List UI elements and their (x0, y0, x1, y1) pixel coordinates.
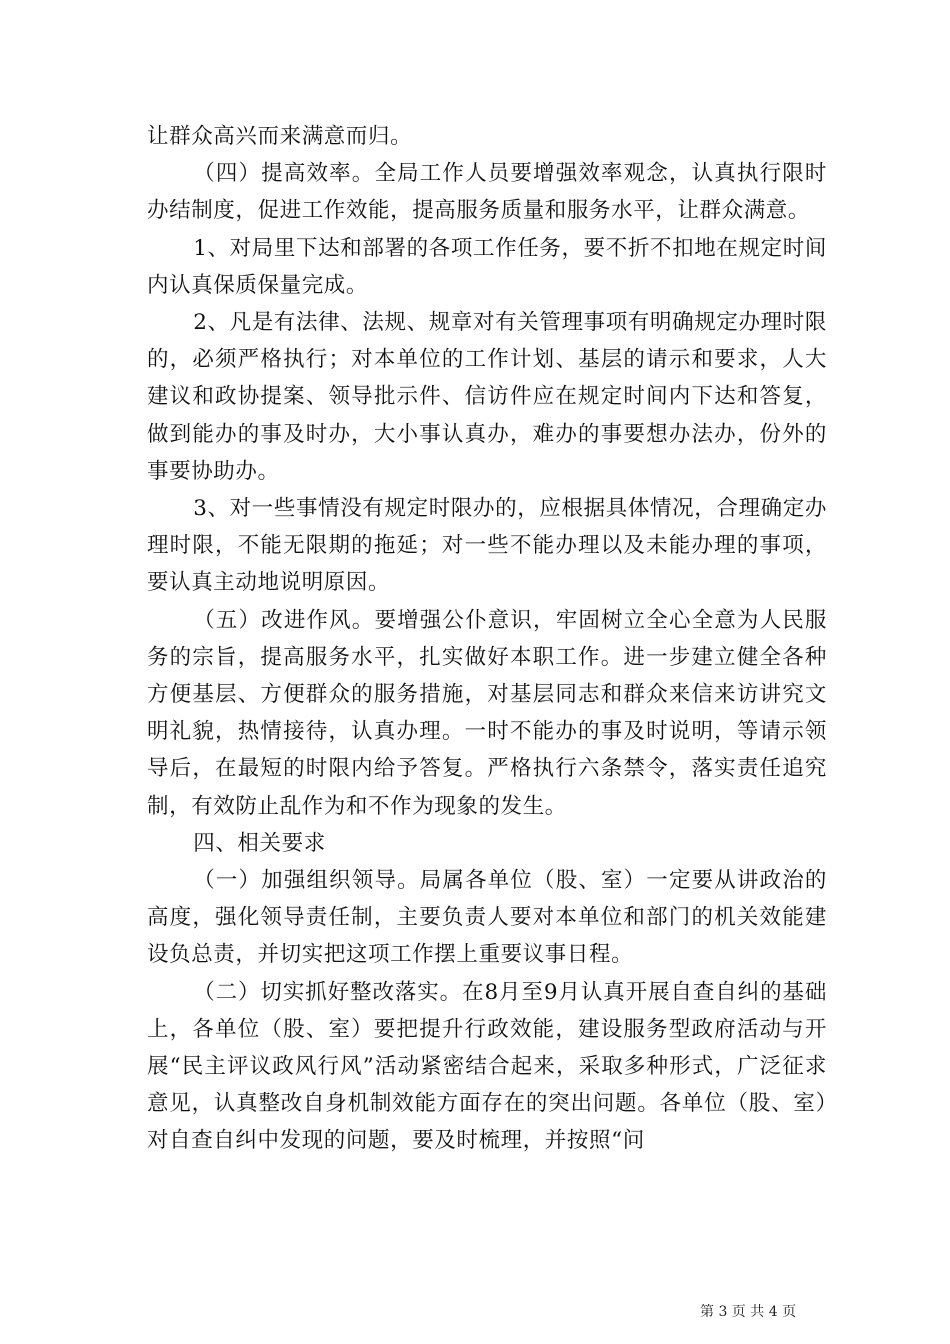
paragraph-item-1: 1、对局里下达和部署的各项工作任务，要不折不扣地在规定时间内认真保质保量完成。 (147, 235, 827, 298)
paragraph-item-3: 3、对一些事情没有规定时限办的，应根据具体情况，合理确定办理时限，不能无限期的拖延；对一些不能办理以及未能办理的事项，要认真主动地说明原因。 (147, 496, 827, 596)
page-number-footer: 第 3 页 共 4 页 (700, 1304, 797, 1320)
section-heading-requirements: 四、相关要求 (193, 830, 326, 856)
paragraph-improve-efficiency: （四）提高效率。全局工作人员要增强效率观念，认真执行限时办结制度，促进工作效能，提高服务质量和服务水平，让群众满意。 (147, 161, 827, 224)
paragraph-leadership: （一）加强组织领导。局属各单位（股、室）一定要从讲政治的高度，强化领导责任制，主要负责人要对本单位和部门的机关效能建设负总责，并切实把这项工作摆上重要议事日程。 (147, 868, 827, 968)
paragraph-item-2: 2、凡是有法律、法规、规章对有关管理事项有明确规定办理时限的，必须严格执行；对本单位的工作计划、基层的请示和要求，人大建议和政协提案、领导批示件、信访件应在规定时间内下达和答复，做到能办的事及时办，大小事认真办，难办的事要想办法办，份外的事要协助办。 (147, 310, 827, 484)
paragraph-rectification: （二）切实抓好整改落实。在8月至9月认真开展自查自纠的基础上，各单位（股、室）要把提升行政效能，建设服务型政府活动与开展“民主评议政风行风”活动紧密结合起来，采取多种形式，广泛征求意见，认真整改自身机制效能方面存在的突出问题。各单位（股、室）对自查自纠中发现的问题，要及时梳理，并按照“问 (147, 979, 827, 1154)
paragraph-continuation: 让群众高兴而来满意而归。 (147, 124, 413, 149)
document-body (147, 118, 827, 1160)
paragraph-improve-style: （五）改进作风。要增强公仆意识，牢固树立全心全意为人民服务的宗旨，提高服务水平，扎实做好本职工作。进一步建立健全各种方便基层、方便群众的服务措施，对基层同志和群众来信来访讲究文明礼貌，热情接待，认真办理。一时不能办的事及时说明，等请示领导后，在最短的时限内给予答复。严格执行六条禁令，落实责任追究制，有效防止乱作为和不作为现象的发生。 (147, 607, 827, 819)
